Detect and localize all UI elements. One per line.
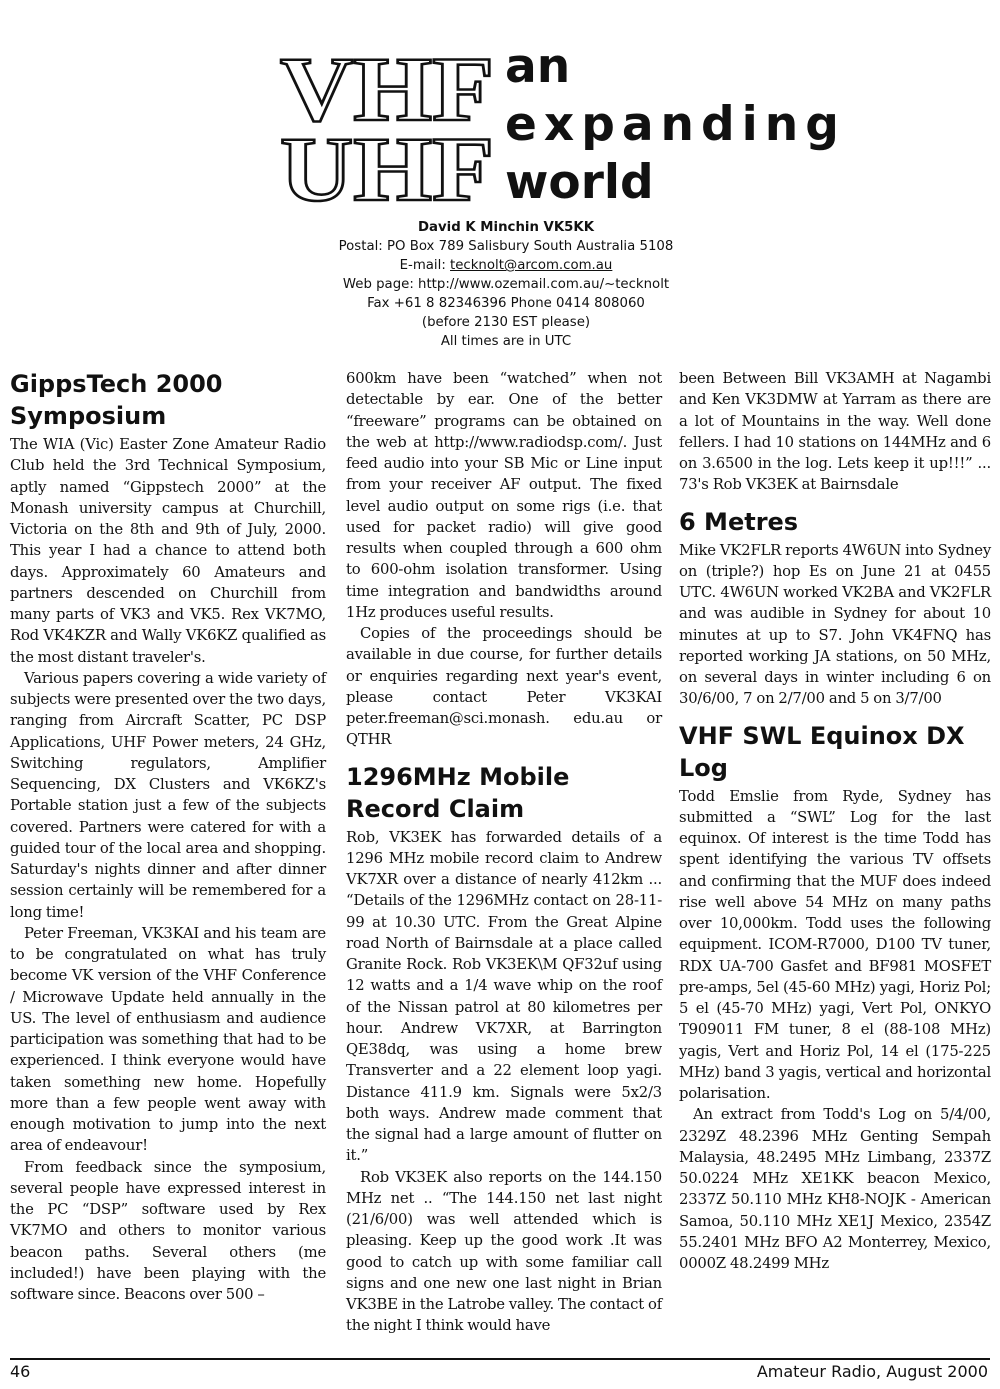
paragraph: The WIA (Vic) Easter Zone Amateur Radio Club held the 3rd Technical Symposium, aptly named “Gippstech 2000” at the Monash university campus at Churchill, Victoria on the 8th and 9th of July, 2000. This year I had a chance to attend both days. Approximately 60 Amateurs and partners descended on Churchill from many parts of VK3 and VK5. Rex VK7MO, Rod VK4KZR and Wally VK6KZ qualified as the most distant traveler's. <box>10 436 326 666</box>
title-word-expanding: expanding <box>505 97 846 152</box>
paragraph: been Between Bill VK3AMH at Nagambi and Ken VK3DMW at Yarram as there are a lot of Mountains in the way. Well done fellers. I had 10 stations on 144MHz and 6 on 3.6500 in the log. Lets keep it up!!!” ... 73's Rob VK3EK at Bairnsdale <box>679 370 991 494</box>
footer-rule <box>10 1358 990 1360</box>
page-number: 46 <box>10 1362 31 1381</box>
author-contact-block <box>296 218 716 351</box>
heading-gippstech: GippsTech 2000 Symposium <box>10 370 223 430</box>
article-column-1 <box>10 368 326 1305</box>
vhf-uhf-logo <box>278 42 500 210</box>
paragraph: Mike VK2FLR reports 4W6UN into Sydney on (triple?) hop Es on June 21 at 0455 UTC. 4W6UN worked VK2BA and VK2FLR and was audible in Sydney for about 10 minutes at up to S7. John VK4FNQ has reported working JA stations, on 50 MHz, on several days in winter including 6 on 30/6/00, 7 on 2/7/00 and 5 on 3/7/00 <box>679 541 991 708</box>
paragraph: Copies of the proceedings should be available in due course, for further details or enquiries regarding next year's event, please contact Peter VK3KAI peter.freeman@sci.monash. edu.au or QTHR <box>346 625 662 749</box>
paragraph: Various papers covering a wide variety of subjects were presented over the two days, ranging from Aircraft Scatter, PC DSP Applications, UHF Power meters, 24 GHz, Switching regulators, Amplifier Sequencing, DX Clusters and VK6KZ's Portable station just a few of the subjects covered. Partners were catered for with a guided tour of the local area and shopping. Saturday's nights dinner and after dinner session certainly will be remembered for a long time! <box>10 669 326 921</box>
paragraph: 600km have been “watched” when not detectable by ear. One of the better “freeware” programs can be obtained on the web at http://www.radiodsp.com/. Just feed audio into your SB Mic or Line input from your receiver AF output. The fixed level audio output on some rigs (i.e. that used for packet radio) will give good results when coupled through a 600 ohm to 600-ohm isolation transformer. Using time integration and bandwidths around 1Hz produces useful results. <box>346 370 662 621</box>
paragraph: Rob, VK3EK has forwarded details of a 1296 MHz mobile record claim to Andrew VK7XR over a distance of nearly 412km ... “Details of the 1296MHz contact on 28-11-99 at 10.30 UTC. From the Great Alpine road North of Bairnsdale at a place called Granite Rock. Rob VK3EK\M QF32uf using 12 watts and a 1/4 wave whip on the roof of the Nissan patrol at 80 kilometres per hour. Andrew VK7XR, at Barrington QE38dq, was using a home brew Transverter and a 22 element loop yagi. Distance 411.9 km. Signals were 5x2/3 both ways. Andrew made comment that the signal had a large amount of flutter on it.” <box>346 828 662 1165</box>
time-zone-note: All times are in UTC <box>440 334 572 349</box>
email-line <box>296 256 716 275</box>
heading-swl-equinox: VHF SWL Equinox DX Log <box>679 721 965 782</box>
heading-1296mhz-record: 1296MHz Mobile Record Claim <box>346 762 570 823</box>
web-page-line: Web page: http://www.ozemail.com.au/~tecknolt <box>342 277 670 292</box>
paragraph: From feedback since the symposium, several people have expressed interest in the PC “DSP” software used by Rex VK7MO and others to monitor various beacon paths. Several others (me included!) have been playing with the software since. Beacons over 500 – <box>10 1158 326 1303</box>
article-column-3 <box>679 368 991 1274</box>
paragraph: Rob VK3EK also reports on the 144.150 MHz net .. “The 144.150 net last night (21/6/00) was well attended which is pleasing. Keep up the good work .It was good to catch up with some familiar call signs and one new one last night in Brian VK3BE in the Latrobe valley. The contact of the night I think would have <box>346 1168 662 1335</box>
calling-hours-note: (before 2130 EST please) <box>421 315 591 330</box>
title-word-an: an <box>505 39 571 94</box>
paragraph: Peter Freeman, VK3KAI and his team are to be congratulated on what has truly become VK version of the VHF Conference / Microwave Update held annually in the US. The level of enthusiasm and audience participation was something that had to be experienced. I think everyone would have taken something new home. Hopefully more than a few people went away with enough motivation to jump into the next area of endeavour! <box>10 924 326 1155</box>
publication-title: Amateur Radio, August 2000 <box>756 1362 988 1381</box>
author-name: David K Minchin VK5KK <box>417 220 595 235</box>
logo-vhf-text: VHF <box>280 42 494 140</box>
heading-6-metres: 6 Metres <box>679 507 799 536</box>
paragraph: Todd Emslie from Ryde, Sydney has submitted a “SWL” Log for the last equinox. Of interest is the time Todd has spent identifying the various TV offsets and confirming that the MUF does indeed rise well above 54 MHz on many paths over 10,000km. Todd uses the following equipment. ICOM-R7000, D100 TV tuner, RDX UA-700 Gasfet and BF981 MOSFET pre-amps, 5el (45-60 MHz) yagi, Horiz Pol; 5 el (45-70 MHz) yagi, Vert Pol, ONKYO T909011 FM tuner, 8 el (88-108 MHz) yagis, Vert and Horiz Pol, 14 el (175-225 MHz) band 3 yagis, vertical and horizontal polarisation. <box>679 787 991 1102</box>
article-column-2 <box>346 368 662 1337</box>
email-label: E-mail: <box>399 258 451 273</box>
postal-address: Postal: PO Box 789 Salisbury South Australia 5108 <box>338 239 674 254</box>
logo-uhf-text: UHF <box>280 118 494 210</box>
phone-fax-line: Fax +61 8 82346396 Phone 0414 808060 <box>367 296 645 311</box>
paragraph: An extract from Todd's Log on 5/4/00, 2329Z 48.2396 MHz Genting Sempah Malaysia, 48.2495 MHz Limbang, 2337Z 50.0224 MHz XE1KK beacon Mexico, 2337Z 50.110 MHz KH8-NOJK - American Samoa, 50.110 MHz XE1J Mexico, 2354Z 55.2401 MHz BFO A2 Monterrey, Mexico, 0000Z 48.2499 MHz <box>679 1106 991 1272</box>
email-link[interactable]: tecknolt@arcom.com.au <box>450 258 613 273</box>
title-word-world: world <box>505 155 654 210</box>
